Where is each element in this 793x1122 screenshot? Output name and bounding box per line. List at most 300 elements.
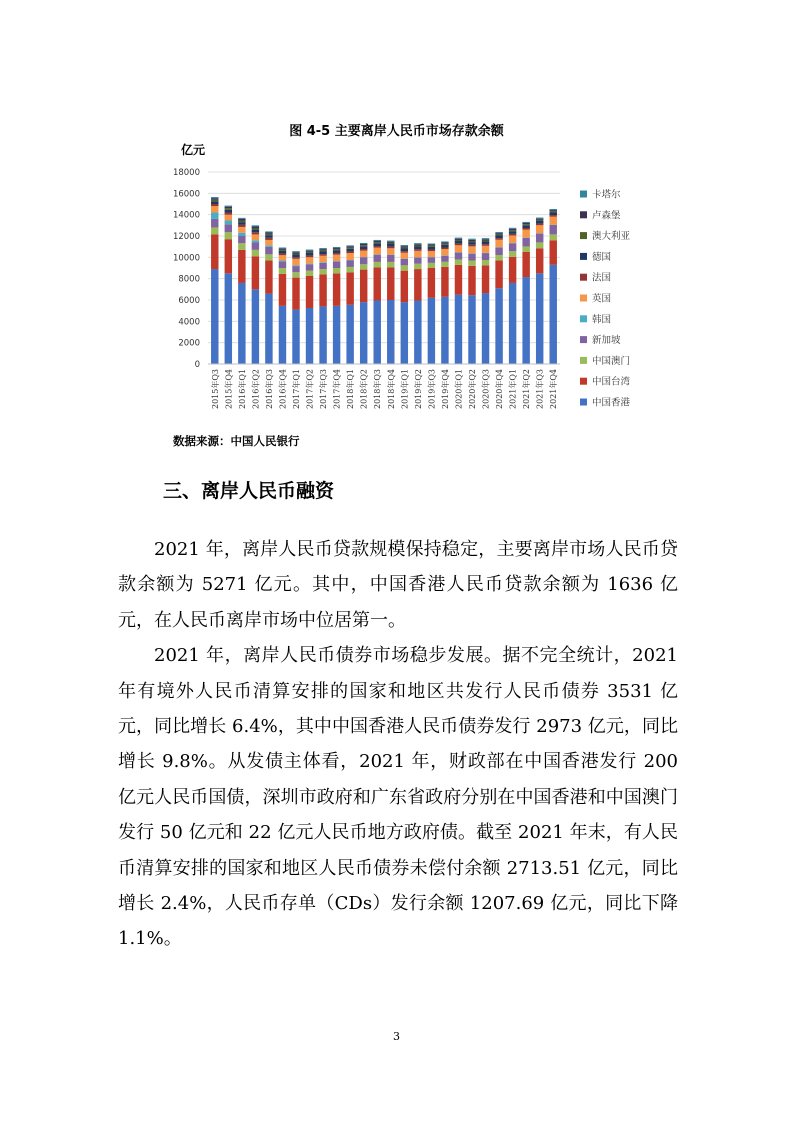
bar-segment [306,252,313,253]
bar-segment [455,238,462,239]
bar-segment [265,247,272,254]
bar-segment [238,225,245,227]
y-tick-label: 4000 [178,317,200,328]
bar-segment [522,225,529,228]
bar-segment [441,262,448,267]
bar-segment [346,260,353,261]
x-tick-label: 2016年Q4 [278,369,288,410]
bar-segment [482,244,489,246]
bar-segment [414,264,421,269]
bar-segment [279,274,286,306]
bar-segment [279,262,286,268]
bar-segment [374,240,381,241]
bar-segment [346,253,353,260]
bar-segment [319,274,326,306]
x-tick-label: 2020年Q1 [454,369,464,410]
bar-segment [306,264,313,265]
bar-segment [211,198,218,200]
bar-segment [225,210,232,213]
bar-segment [346,248,353,249]
bar-segment [482,293,489,364]
bar-segment [292,257,299,259]
bar-segment [401,259,408,265]
bar-segment [279,255,286,260]
y-tick-label: 14000 [172,210,200,221]
x-tick-label: 2016年Q3 [264,369,274,410]
bar-segment [292,253,299,254]
bar-segment [522,277,529,364]
bar-segment [550,212,557,215]
bar-segment [455,295,462,364]
bar-segment [225,207,232,209]
bar-segment [333,248,340,249]
bar-segment [509,257,516,283]
legend-swatch [580,274,587,281]
bar-segment [252,225,259,226]
bar-segment [360,249,367,251]
x-tick-label: 2019年Q3 [427,369,437,410]
y-tick-label: 8000 [178,274,200,285]
legend-swatch [580,399,587,406]
bar-segment [319,254,326,256]
bar-segment [509,228,516,229]
bar-segment [468,241,475,242]
legend-label: 英国 [592,293,612,305]
bar-segment [455,244,462,246]
bar-segment [333,262,340,268]
bar-segment [346,305,353,364]
bar-segment [468,245,475,247]
bar-segment [536,218,543,219]
x-tick-label: 2019年Q2 [413,369,423,410]
bar-segment [414,269,421,300]
bar-segment [252,242,259,249]
bar-segment [319,269,326,274]
bar-segment [265,254,272,260]
bar-segment [387,248,394,254]
bar-segment [374,255,381,262]
bar-segment [292,265,299,266]
legend-label: 中国香港 [592,397,631,409]
y-tick-label: 0 [194,360,200,370]
bar-segment [333,261,340,262]
bar-segment [550,211,557,212]
bar-segment [522,230,529,238]
bar-segment [550,234,557,240]
bar-segment [495,261,502,289]
bar-segment [550,225,557,234]
bar-segment [265,235,272,238]
bar-segment [509,230,516,231]
y-tick-label: 2000 [178,338,200,349]
bar-segment [441,249,448,255]
y-tick-label: 6000 [178,296,200,306]
bar-segment [306,256,313,258]
bar-segment [238,243,245,250]
x-tick-label: 2015年Q4 [224,369,234,410]
bar-segment [374,301,381,364]
bar-segment [522,224,529,225]
bar-segment [360,270,367,303]
bar-segment [319,256,326,262]
bar-segment [550,210,557,211]
bar-segment [509,243,516,251]
bar-segment [374,246,381,248]
bar-segment [550,209,557,210]
bar-segment [238,233,245,236]
bar-segment [306,253,313,256]
bar-segment [319,249,326,250]
bar-segment [441,245,448,248]
x-tick-label: 2021年Q1 [508,369,518,410]
bar-segment [292,272,299,277]
y-tick-label: 10000 [172,253,200,264]
bar-segment [441,244,448,245]
bar-segment [536,220,543,221]
bar-segment [346,246,353,247]
bar-segment [509,231,516,234]
bar-segment [414,251,421,257]
bar-segment [265,261,272,294]
bar-segment [428,251,435,257]
bar-segment [401,253,408,259]
bar-segment [346,249,353,252]
bar-segment [455,259,462,264]
bar-segment [279,306,286,364]
bar-segment [252,232,259,234]
bar-segment [536,248,543,273]
bar-segment [211,219,218,228]
legend-swatch [580,253,587,260]
bar-segment [211,213,218,219]
bar-segment [455,253,462,260]
legend-label: 中国澳门 [592,355,631,367]
bar-segment [482,238,489,239]
bar-segment [319,250,326,251]
bar-segment [468,242,475,245]
x-tick-label: 2018年Q1 [346,369,356,410]
bar-segment [468,266,475,295]
bar-segment [428,257,435,263]
bar-segment [279,250,286,251]
x-tick-label: 2021年Q2 [522,369,532,410]
stacked-bar-chart [160,140,680,432]
bar-segment [536,225,543,233]
legend-label: 德国 [592,251,612,263]
paragraph: 2021 年，离岸人民币债券市场稳步发展。据不完全统计，2021 年有境外人民币清算安排的国家和地区共发行人民币债券 3531 亿元，同比增长 6.4%，其中中国香港人民币债券发行 2973 亿元，同比增长 9.8%。从发债主体看，2021 年，财政部在中国香港发行 200 亿元人民币国债，深圳市政府和广东省政府分别在中国香港和中国澳门发行 50 亿元和 22 亿元人民币地方政府债。截至 2021 年末，有人民币清算安排的国家和地区人民币债券未偿付余额 2713.51 亿元，同比增长 2.4%，人民币存单（CDs）发行余额 1207.69 亿元，同比下降 1.1%。 [118,645,678,950]
bar-segment [360,243,367,244]
x-tick-label: 2021年Q4 [549,369,559,410]
bar-segment [387,262,394,268]
bar-segment [279,254,286,256]
chart-grid [208,172,560,364]
bar-segment [319,306,326,364]
bar-segment [238,218,245,219]
bar-segment [360,251,367,257]
body-text [118,532,678,957]
bar-segment [509,234,516,236]
bar-segment [428,263,435,268]
bar-segment [252,226,259,228]
bar-segment [360,246,367,249]
bar-segment [495,234,502,235]
bar-segment [319,251,326,254]
bar-segment [211,201,218,204]
x-tick-label: 2017年Q2 [305,369,315,410]
x-tick-label: 2017年Q4 [332,369,342,410]
bar-segment [333,249,340,250]
legend-label: 卢森堡 [592,210,621,222]
bar-segment [225,213,232,215]
section-heading: 三、离岸人民币融资 [163,480,335,502]
bar-segment [292,252,299,253]
bar-segment [536,224,543,226]
bar-segment [238,283,245,364]
bar-segment [401,248,408,251]
bar-segment [401,271,408,302]
bar-segment [387,247,394,249]
legend-label: 新加坡 [592,335,621,347]
legend-label: 韩国 [592,314,612,326]
bar-segment [374,267,381,300]
bar-segment [225,224,232,232]
bar-segment [495,240,502,247]
bar-segment [346,272,353,305]
bar-segment [441,256,448,262]
bar-segment [522,246,529,252]
bar-segment [265,240,272,245]
bar-segment [360,244,367,245]
bar-segment [495,238,502,240]
bar-segment [252,289,259,364]
bar-segment [482,242,489,245]
bar-segment [482,246,489,253]
x-tick-label: 2021年Q3 [535,369,545,410]
bar-segment [414,247,421,250]
bar-segment [252,240,259,242]
bar-segment [509,229,516,230]
bar-segment [333,250,340,253]
bar-segment [428,243,435,244]
bar-segment [414,258,421,264]
bar-segment [211,227,218,234]
bar-segment [306,251,313,252]
bar-segment [468,239,475,240]
bar-segment [374,241,381,242]
bar-segment [441,248,448,250]
bar-segment [265,238,272,240]
bar-segment [482,253,489,260]
bar-segment [333,253,340,255]
bar-segment [428,250,435,252]
x-tick-label: 2016年Q2 [251,369,261,410]
bar-segment [428,298,435,364]
bar-segment [319,262,326,263]
bar-segment [306,271,313,276]
bar-segment [279,251,286,254]
bar-segment [428,246,435,247]
bar-segment [387,267,394,300]
bar-segment [401,247,408,248]
bar-segment [401,302,408,364]
x-tick-label: 2019年Q4 [440,369,450,410]
bar-segment [306,250,313,251]
bar-segment [238,250,245,283]
bar-segment [468,261,475,266]
bar-segment [252,234,259,240]
bar-segment [225,208,232,210]
bar-segment [401,246,408,247]
bar-segment [550,215,557,217]
bar-segment [387,241,394,242]
bar-segment [252,256,259,289]
bar-segment [292,310,299,364]
bar-segment [238,219,245,221]
bar-segment [333,247,340,248]
bar-segment [522,222,529,223]
x-tick-label: 2020年Q3 [481,369,491,410]
x-tick-label: 2020年Q4 [495,369,505,410]
bar-segment [522,223,529,224]
bar-segment [468,254,475,261]
paragraph: 2021 年，离岸人民币贷款规模保持稳定，主要离岸市场人民币贷款余额为 5271 亿元。其中，中国香港人民币贷款余额为 1636 亿元，在人民币离岸市场中位居第一。 [118,539,678,631]
bar-segment [522,238,529,247]
bar-segment [509,283,516,364]
bar-segment [414,249,421,251]
bar-segment [374,242,381,243]
bar-segment [265,294,272,364]
bar-segment [211,206,218,212]
bar-segment [225,221,232,225]
bar-segment [495,232,502,233]
bar-segment [265,245,272,247]
bar-segment [211,197,218,198]
bar-segment [522,252,529,277]
x-tick-label: 2016年Q1 [237,369,247,410]
bar-segment [414,243,421,244]
bar-segment [428,268,435,298]
bar-segment [468,240,475,241]
source-note: 数据来源：中国人民银行 [173,434,300,448]
bar-segment [509,235,516,242]
bar-segment [495,248,502,255]
bar-segment [441,267,448,297]
legend-swatch [580,336,587,343]
bar-segment [522,228,529,230]
bar-segment [211,200,218,202]
y-tick-label: 12000 [172,232,200,242]
bar-segment [509,251,516,257]
bar-segment [414,301,421,364]
bar-segment [360,264,367,269]
bar-segment [211,204,218,206]
bar-segment [401,251,408,253]
bar-segment [428,247,435,250]
bar-segment [238,222,245,225]
bar-segment [238,221,245,223]
bar-segment [360,245,367,246]
bar-segment [225,232,232,239]
bar-segment [319,263,326,269]
bar-segment [265,232,272,233]
bar-segment [495,288,502,364]
bar-segment [238,227,245,233]
bar-segment [441,297,448,364]
bar-segment [306,276,313,308]
bar-segment [238,236,245,243]
bar-segment [455,245,462,252]
bar-segment [292,251,299,252]
bar-segment [306,257,313,263]
bar-segment [550,265,557,364]
bar-segment [482,239,489,240]
bar-segment [279,249,286,250]
bar-segment [536,221,543,224]
bar-segment [387,244,394,247]
bar-segment [225,206,232,207]
legend-label: 卡塔尔 [592,189,621,201]
bar-segment [401,265,408,270]
bar-segment [333,255,340,261]
bar-segment [482,240,489,241]
bar-segment [346,261,353,267]
chart-legend [580,189,631,409]
bar-segment [292,266,299,272]
chart-bars [211,197,557,364]
bar-segment [455,239,462,240]
legend-swatch [580,191,587,198]
legend-swatch [580,295,587,302]
bar-segment [360,257,367,264]
legend-swatch [580,315,587,322]
bar-segment [279,268,286,274]
y-tick-label: 18000 [172,168,200,178]
bar-segment [374,248,381,255]
bar-segment [536,273,543,364]
bar-segment [252,250,259,256]
bar-segment [414,245,421,246]
bar-segment [387,242,394,243]
bar-segment [333,306,340,364]
bar-segment [346,267,353,272]
bar-segment [360,302,367,364]
bar-segment [292,278,299,310]
bar-segment [265,234,272,235]
bar-segment [225,215,232,221]
bar-segment [482,260,489,265]
legend-swatch [580,378,587,385]
bar-segment [550,217,557,225]
legend-swatch [580,357,587,364]
bar-segment [550,240,557,265]
bar-segment [306,308,313,364]
bar-segment [319,248,326,249]
bar-segment [333,268,340,273]
legend-label: 法国 [592,272,612,284]
bar-segment [374,243,381,246]
x-tick-label: 2018年Q3 [373,369,383,410]
bar-segment [346,251,353,253]
bar-segment [225,239,232,273]
bar-segment [536,242,543,248]
bar-segment [292,259,299,265]
page-number: 3 [393,1030,400,1043]
bar-segment [333,273,340,306]
x-tick-label: 2018年Q4 [386,369,396,410]
bar-segment [279,248,286,249]
x-tick-label: 2017年Q3 [319,369,329,410]
x-tick-label: 2020年Q2 [468,369,477,410]
